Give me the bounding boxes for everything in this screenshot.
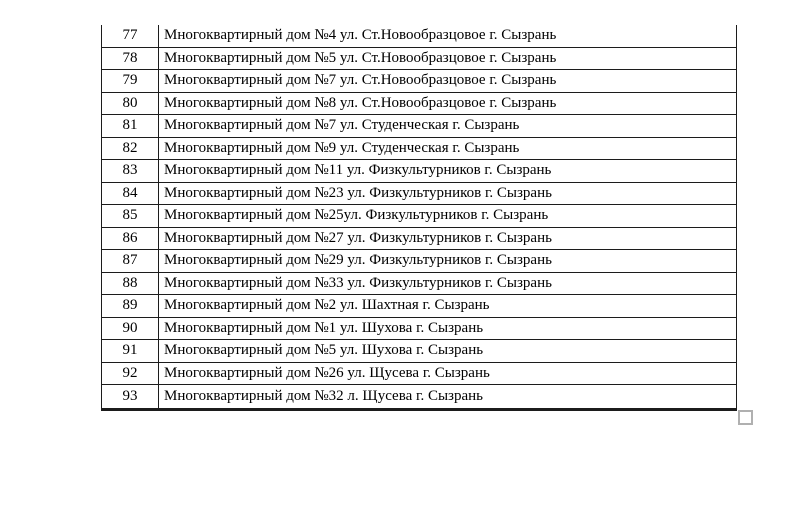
table-row	[101, 205, 737, 228]
row-name-cell: Многоквартирный дом №5 ул. Шухова г. Сызрань	[164, 342, 484, 359]
row-number-cell: 89	[102, 295, 159, 317]
table-row	[101, 183, 737, 206]
row-name-cell: Многоквартирный дом №4 ул. Ст.Новообразцовое г. Сызрань	[164, 27, 557, 44]
row-number-cell: 88	[102, 273, 159, 295]
row-number-cell: 82	[102, 138, 159, 160]
table-row	[101, 340, 737, 363]
row-number-cell: 86	[102, 228, 159, 250]
row-name-cell: Многоквартирный дом №11 ул. Физкультурников г. Сызрань	[164, 162, 552, 179]
row-number-cell: 81	[102, 115, 159, 137]
row-name-cell: Многоквартирный дом №29 ул. Физкультурников г. Сызрань	[164, 252, 552, 269]
row-name-cell: Многоквартирный дом №26 ул. Щусева г. Сызрань	[164, 364, 490, 381]
building-table-body	[101, 25, 737, 408]
table-row	[101, 273, 737, 296]
table-row	[101, 138, 737, 161]
row-name-cell: Многоквартирный дом №32 л. Щусева г. Сызрань	[164, 387, 483, 404]
row-number-cell: 92	[102, 363, 159, 385]
row-name-cell: Многоквартирный дом №7 ул. Студенческая г. Сызрань	[164, 117, 520, 134]
table-row	[101, 228, 737, 251]
row-number-cell: 79	[102, 70, 159, 92]
row-name-cell: Многоквартирный дом №25ул. Физкультурников г. Сызрань	[164, 207, 549, 224]
building-table	[101, 25, 737, 411]
row-number-cell: 80	[102, 93, 159, 115]
row-number-cell: 83	[102, 160, 159, 182]
table-row	[101, 48, 737, 71]
row-number-cell: 78	[102, 48, 159, 70]
table-row	[101, 363, 737, 386]
row-number-cell: 93	[102, 385, 159, 408]
row-number-cell: 91	[102, 340, 159, 362]
table-row	[101, 93, 737, 116]
row-number-cell: 77	[102, 25, 159, 47]
row-name-cell: Многоквартирный дом №9 ул. Студенческая г. Сызрань	[164, 139, 520, 156]
table-handle-square	[738, 410, 753, 425]
row-number-cell: 90	[102, 318, 159, 340]
table-row	[101, 70, 737, 93]
row-number-cell: 84	[102, 183, 159, 205]
row-name-cell: Многоквартирный дом №23 ул. Физкультурников г. Сызрань	[164, 184, 552, 201]
row-number-cell: 85	[102, 205, 159, 227]
table-row	[101, 115, 737, 138]
table-row	[101, 385, 737, 408]
table-row	[101, 25, 737, 48]
row-number-cell: 87	[102, 250, 159, 272]
row-name-cell: Многоквартирный дом №8 ул. Ст.Новообразцовое г. Сызрань	[164, 94, 557, 111]
table-row	[101, 160, 737, 183]
row-name-cell: Многоквартирный дом №7 ул. Ст.Новообразцовое г. Сызрань	[164, 72, 557, 89]
row-name-cell: Многоквартирный дом №33 ул. Физкультурников г. Сызрань	[164, 274, 552, 291]
row-name-cell: Многоквартирный дом №1 ул. Шухова г. Сызрань	[164, 319, 484, 336]
row-name-cell: Многоквартирный дом №5 ул. Ст.Новообразцовое г. Сызрань	[164, 49, 557, 66]
table-row	[101, 318, 737, 341]
row-name-cell: Многоквартирный дом №2 ул. Шахтная г. Сызрань	[164, 297, 490, 314]
table-row	[101, 295, 737, 318]
table-row	[101, 250, 737, 273]
row-name-cell: Многоквартирный дом №27 ул. Физкультурников г. Сызрань	[164, 229, 552, 246]
